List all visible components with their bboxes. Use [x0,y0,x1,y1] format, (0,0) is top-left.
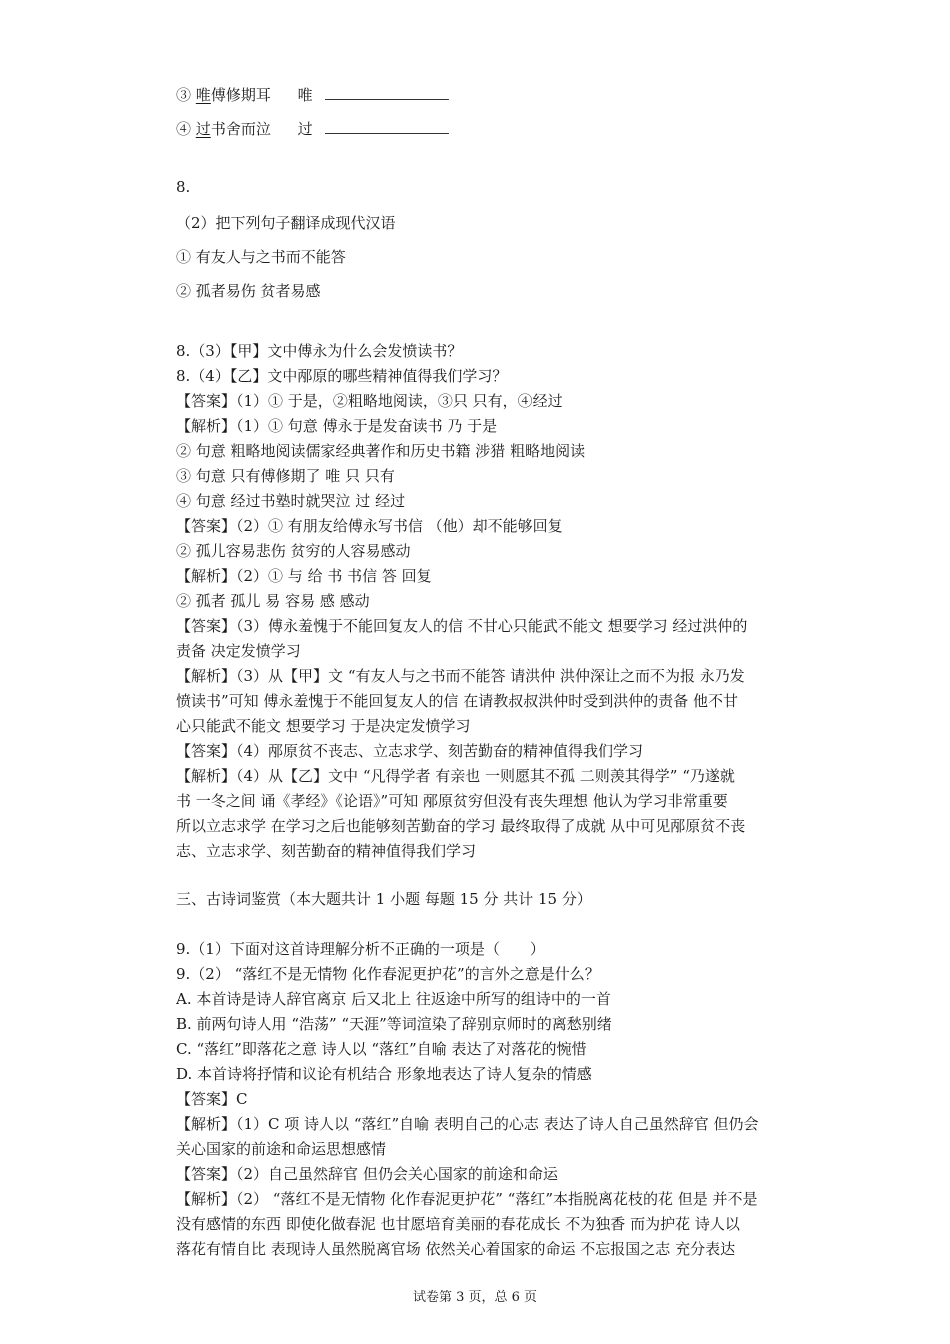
translation-item: ① 有友人与之书而不能答 [176,248,346,266]
text-line: 【答案】C [176,1090,248,1108]
text-line: 【解析】（4）从【乙】文中 “凡得学者 有亲也 一则愿其不孤 二则羡其得学” “乃遂就 [176,767,735,785]
text-line: 【答案】（3）傅永羞愧于不能回复友人的信 不甘心只能武不能文 想要学习 经过洪仲的 [176,617,748,635]
text-line: 【答案】（4）邴原贫不丧志、立志求学、刻苦勤奋的精神值得我们学习 [176,742,644,760]
text-line: 8.（3）【甲】文中傅永为什么会发愤读书？ [176,342,463,360]
text-line: 【解析】（1）C 项 诗人以 “落红”自喻 表明自己的心志 表达了诗人自己虽然辞官 但仍会 [176,1115,759,1133]
vocab-number: ④ [176,120,192,138]
text-line: D. 本首诗将抒情和议论有机结合 形象地表达了诗人复杂的情感 [176,1065,592,1083]
text-line: 9.（1）下面对这首诗理解分析不正确的一项是（ ） [176,940,545,958]
page-footer: 试卷第 3 页，总 6 页 [412,1290,538,1305]
vocab-item-4 [176,118,816,140]
vocab-target-char: 过 [195,120,211,138]
translation-prompt: （2）把下列句子翻译成现代汉语 [176,214,396,232]
text-line: ④ 句意 经过书塾时就哭泣 过 经过 [176,492,406,510]
answer-blank[interactable] [325,119,449,134]
vocab-target-char: 唯 [195,86,211,104]
text-line: 【解析】（2）① 与 给 书 书信 答 回复 [176,567,432,585]
text-line: 责备 决定发愤学习 [176,642,301,660]
text-line: 【解析】（1）① 句意 傅永于是发奋读书 乃 于是 [176,417,498,435]
text-line: 心只能武不能文 想要学习 于是决定发愤学习 [176,717,471,735]
text-line: 关心国家的前途和命运思想感情 [176,1140,387,1158]
translation-item: ② 孤者易伤 贫者易感 [176,282,321,300]
text-line: 没有感情的东西 即使化做春泥 也甘愿培育美丽的春花成长 不为独香 而为护花 诗人以 [176,1215,740,1233]
text-line: 【答案】（2）① 有朋友给傅永写书信 （他）却不能够回复 [176,517,563,535]
text-line: ② 孤儿容易悲伤 贫穷的人容易感动 [176,542,411,560]
text-line: C. “落红”即落花之意 诗人以 “落红”自喻 表达了对落花的惋惜 [176,1040,587,1058]
text-line: 愤读书”可知 傅永羞愧于不能回复友人的信 在请教叔叔洪仲时受到洪仲的责备 他不甘 [176,692,738,710]
answer-blank[interactable] [325,85,449,100]
vocab-phrase-rest: 傅修期耳 [210,86,271,104]
text-line: 【解析】（3）从【甲】文 “有友人与之书而不能答 请洪仲 洪仲深让之而不为报 永乃发 [176,667,745,685]
text-line: 9.（2） “落红不是无情物 化作春泥更护花”的言外之意是什么？ [176,965,600,983]
text-line: A. 本首诗是诗人辞官离京 后又北上 往返途中所写的组诗中的一首 [176,990,611,1008]
text-line: ② 孤者 孤儿 易 容易 感 感动 [176,592,370,610]
text-line: ③ 句意 只有傅修期了 唯 只 只有 [176,467,395,485]
text-line: B. 前两句诗人用 “浩荡” “天涯”等词渲染了辞别京师时的离愁别绪 [176,1015,612,1033]
text-line: 8.（4）【乙】文中邴原的哪些精神值得我们学习？ [176,367,508,385]
vocab-phrase-rest: 书舍而泣 [210,120,271,138]
text-line: 所以立志求学 在学习之后也能够刻苦勤奋的学习 最终取得了成就 从中可见邴原贫不丧 [176,817,746,835]
text-line: ② 句意 粗略地阅读儒家经典著作和历史书籍 涉猎 粗略地阅读 [176,442,586,460]
text-line: 【答案】（2）自己虽然辞官 但仍会关心国家的前途和命运 [176,1165,558,1183]
vocab-label: 唯 [297,86,313,104]
text-line: 书 一冬之间 诵《孝经》《论语》”可知 邴原贫穷但没有丧失理想 他认为学习非常重要 [176,792,728,810]
text-line: 【解析】（2） “落红不是无情物 化作春泥更护花” “落红”本指脱离花枝的花 但是 并不是 [176,1190,758,1208]
vocab-label: 过 [297,120,313,138]
vocab-number: ③ [176,86,192,104]
text-line: 【答案】（1）① 于是，②粗略地阅读，③只 只有，④经过 [176,392,563,410]
text-line: 志、立志求学、刻苦勤奋的精神值得我们学习 [176,842,477,860]
question-number: 8. [176,178,191,196]
section-heading: 三、古诗词鉴赏（本大题共计 1 小题 每题 15 分 共计 15 分） [176,890,592,908]
vocab-item-3 [176,84,816,106]
text-line: 落花有情自比 表现诗人虽然脱离官场 依然关心着国家的命运 不忘报国之志 充分表达 [176,1240,736,1258]
